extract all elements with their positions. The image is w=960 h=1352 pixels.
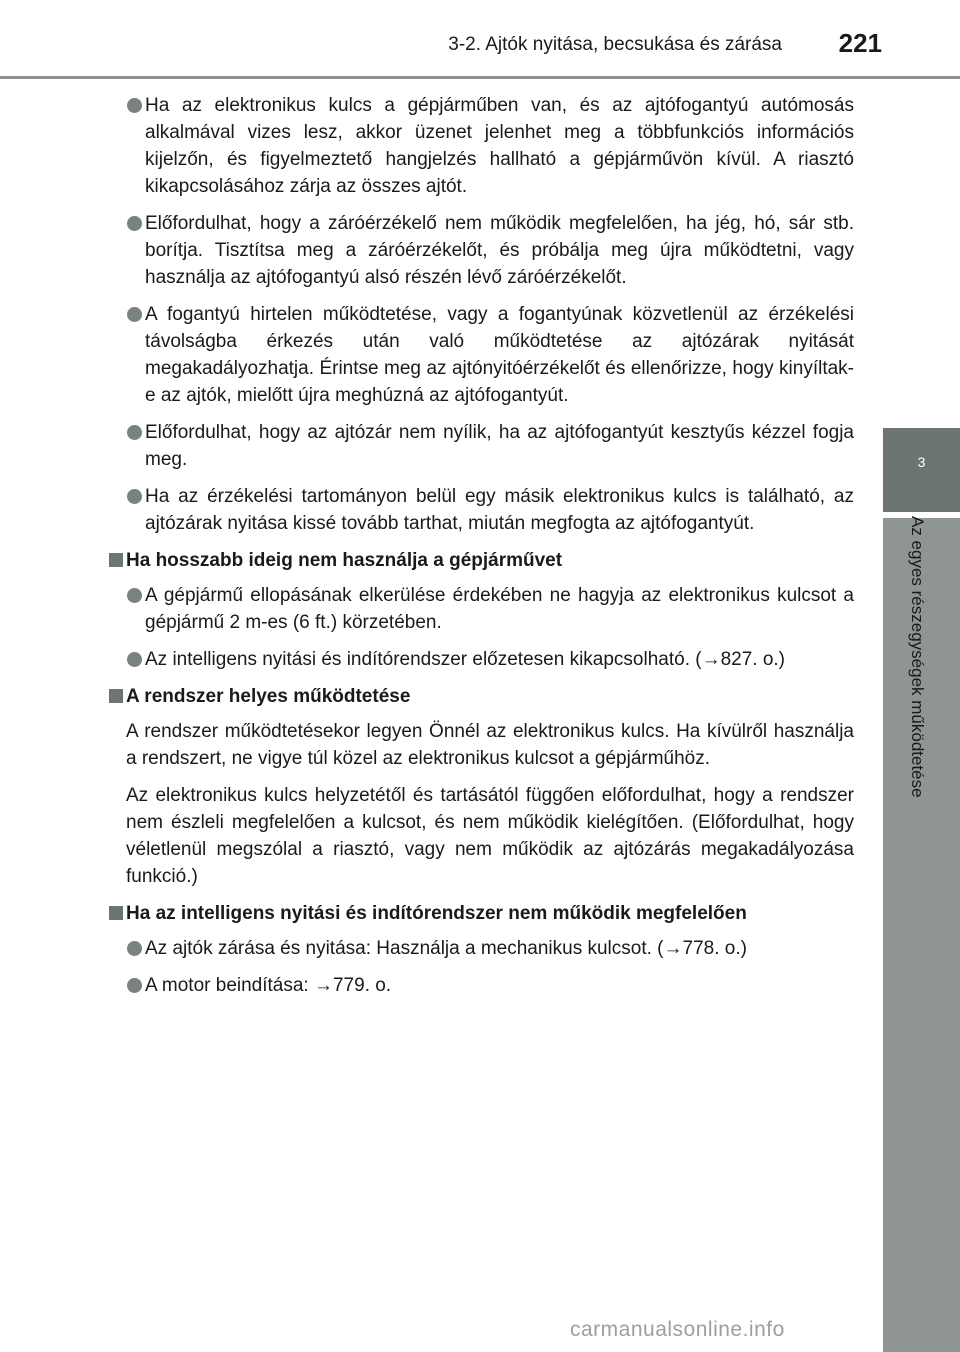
list-item [108,935,854,962]
list-item [108,419,854,473]
list-item [108,483,854,537]
list-item [108,92,854,200]
bullet-icon [127,941,142,956]
paragraph: Az elektronikus kulcs helyzetétől és tartásától függően előfordulhat, hogy a rendszer nem észleli megfelelően a kulcsot, és nem működik kielégítően. (Előfordulhat, hogy véletlenül megszólal a riasztó, vagy nem működik az ajtózárás megakadályozása funkció.) [126,785,854,887]
header-divider [0,76,960,79]
list-item-text: A motor beindítása: →779. o. [145,975,392,996]
chapter-number: 3 [917,454,926,470]
section-title: 3-2. Ajtók nyitása, becsukása és zárása [448,34,782,55]
bullet-icon [127,652,142,667]
section-heading-text: Ha az intelligens nyitási és indítórendszer nem működik megfelelően [126,903,747,924]
bullet-icon [127,216,142,231]
bullet-icon [127,588,142,603]
square-bullet-icon [109,689,123,703]
section-heading-text: Ha hosszabb ideig nem használja a gépjárművet [126,550,563,571]
list-item [108,972,854,999]
list-item-text: Az intelligens nyitási és indítórendszer előzetesen kikapcsolható. (→827. o.) [145,649,786,670]
bullet-icon [127,98,142,113]
chapter-tab [883,428,960,512]
square-bullet-icon [109,906,123,920]
list-item-text: A fogantyú hirtelen működtetése, vagy a fogantyúnak közvetlenül az érzékelési távolságba érkezés után való működtetése az ajtózárak nyitását megakadályozhatja. Érintse meg az ajtónyitóérzékelőt és ellenőrizze, hogy kinyíltak-e az ajtók, mielőtt újra meghúzná az ajtófogantyút. [145,304,854,406]
list-item [108,646,854,673]
bullet-icon [127,425,142,440]
bullet-icon [127,978,142,993]
list-item-text: Ha az érzékelési tartományon belül egy másik elektronikus kulcs is található, az ajtózárak nyitása kissé tovább tarthat, miután megfogta az ajtófogantyút. [145,486,854,534]
bullet-icon [127,489,142,504]
section-heading-text: A rendszer helyes működtetése [126,686,411,707]
list-item [108,210,854,291]
page-number: 221 [838,28,882,58]
list-item-text: Az ajtók zárása és nyitása: Használja a mechanikus kulcsot. (→778. o.) [145,938,747,959]
page-header [0,0,960,80]
list-item [108,582,854,636]
section-heading [108,900,854,927]
paragraph: A rendszer működtetésekor legyen Önnél az elektronikus kulcs. Ha kívülről használja a rendszert, ne vigye túl közel az elektronikus kulcsot a gépjárműhöz. [126,721,854,769]
list-item-text: Előfordulhat, hogy a záróérzékelő nem működik megfelelően, ha jég, hó, sár stb. borítja. Tisztítsa meg a záróérzékelőt, és próbálja meg újra működtetni, vagy használja az ajtófogantyú alsó részén lévő záróérzékelőt. [145,213,854,288]
section-heading [108,683,854,710]
list-item-text: Előfordulhat, hogy az ajtózár nem nyílik, ha az ajtófogantyút kesztyűs kézzel fogja meg. [145,422,854,470]
square-bullet-icon [109,553,123,567]
bullet-icon [127,307,142,322]
list-item-text: Ha az elektronikus kulcs a gépjárműben van, és az ajtófogantyú autómosás alkalmával vizes lesz, akkor üzenet jelenhet meg a többfunkciós információs kijelzőn, és figyelmeztető hangjelzés hallható a gépjárművön kívül. A riasztó kikapcsolásához zárja az összes ajtót. [145,95,854,197]
page-content [108,92,854,1009]
section-heading [108,547,854,574]
list-item [108,301,854,409]
chapter-label: Az egyes részegységek működtetése [908,516,927,798]
list-item-text: A gépjármű ellopásának elkerülése érdekében ne hagyja az elektronikus kulcsot a gépjármű 2 m-es (6 ft.) körzetében. [145,585,854,633]
watermark: carmanualsonline.info [570,1318,785,1341]
